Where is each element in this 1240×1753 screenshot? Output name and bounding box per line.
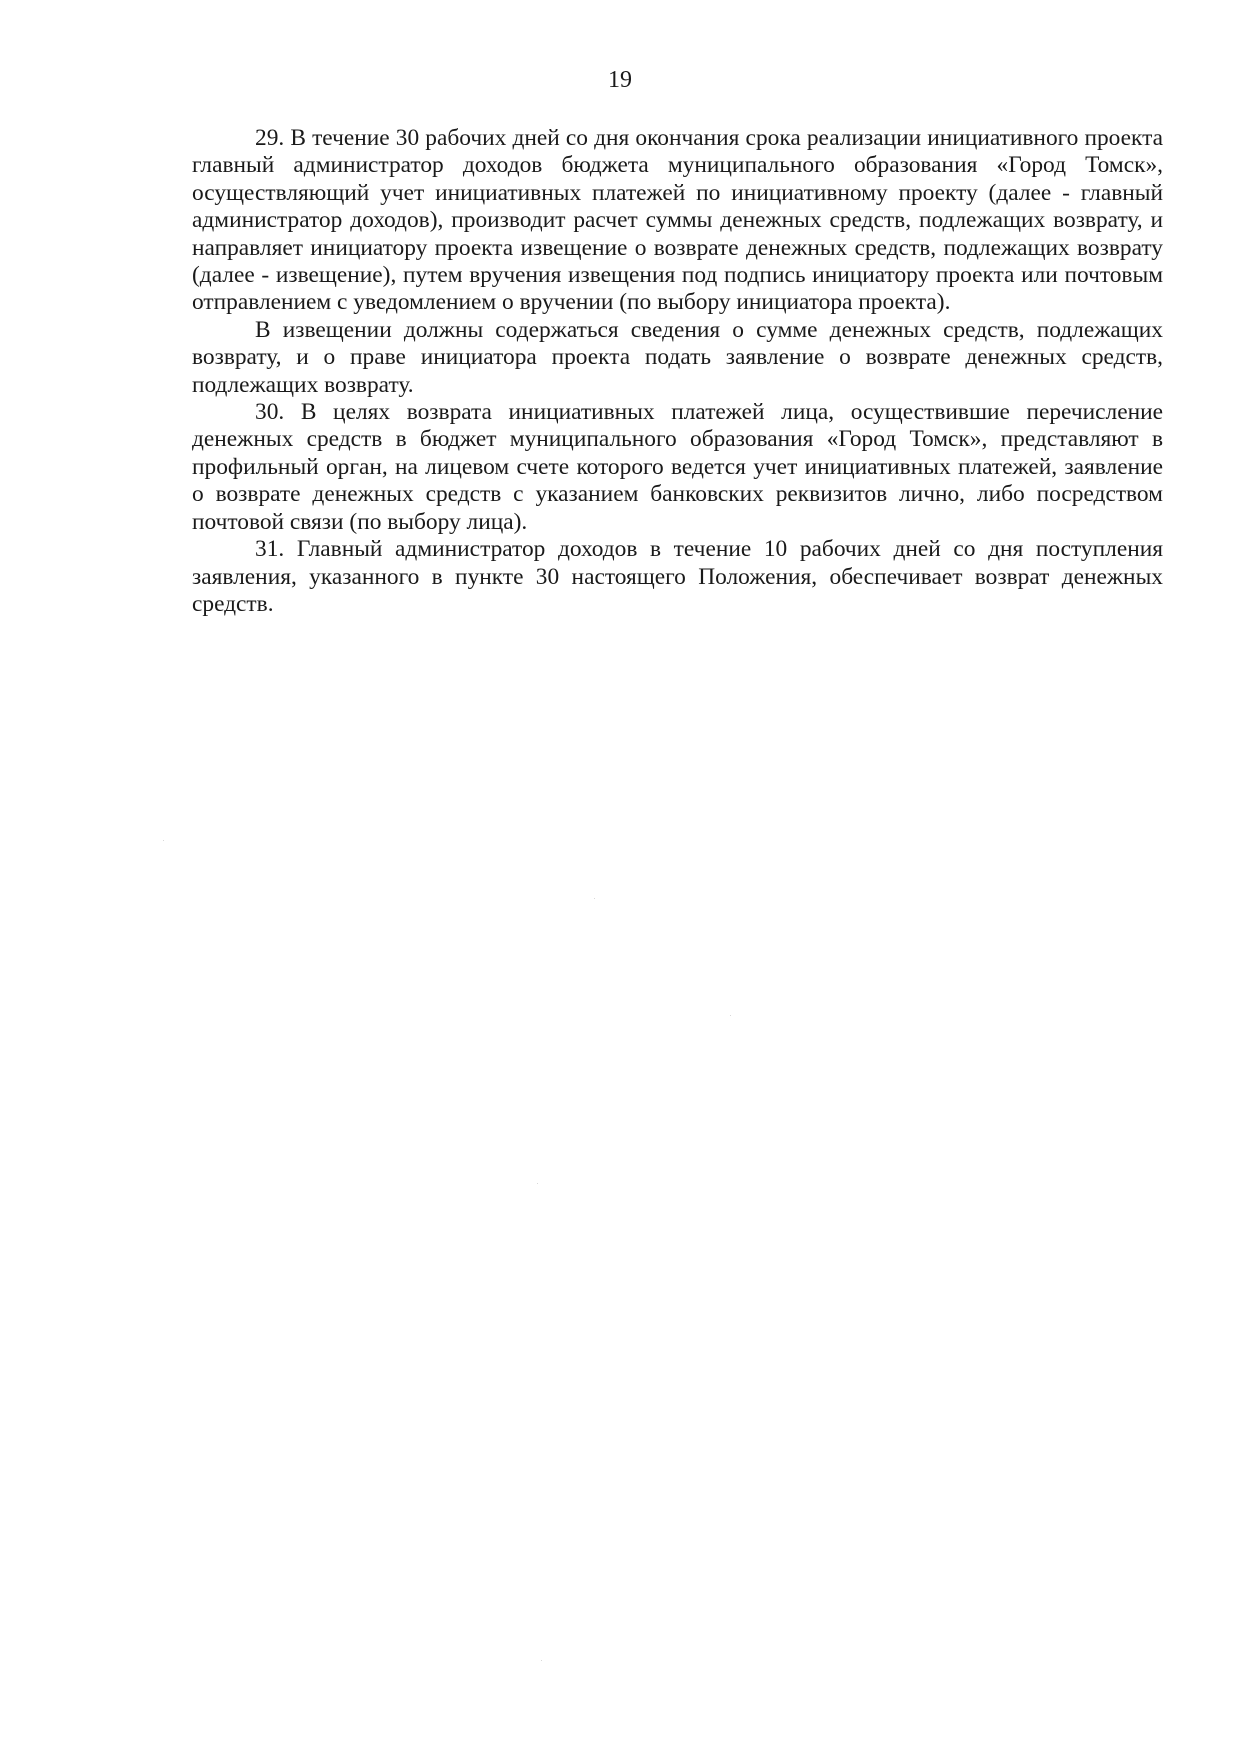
scan-speck — [541, 1660, 542, 1661]
paragraph-29: 29. В течение 30 рабочих дней со дня окончания срока реализации инициативного проекта главный администратор доходов бюджета муниципального образования «Город Томск», осуществляющий учет инициативных платежей по инициативному проекту (далее - главный администратор доходов), производит расчет суммы денежных средств, подлежащих возврату, и направляет инициатору проекта извещение о возврате денежных средств, подлежащих возврату (далее - извещение), путем вручения извещения под подпись инициатору проекта или почтовым отправлением с уведомлением о вручении (по выбору инициатора проекта). — [192, 125, 1163, 316]
scan-speck — [537, 1183, 538, 1184]
scan-speck — [594, 898, 595, 899]
document-body — [192, 125, 1163, 618]
paragraph-notice-content: В извещении должны содержаться сведения о сумме денежных средств, подлежащих возврату, и о праве инициатора проекта подать заявление о возврате денежных средств, подлежащих возврату. — [192, 316, 1163, 398]
scan-speck — [730, 1015, 731, 1016]
page-number: 19 — [608, 67, 632, 93]
paragraph-31: 31. Главный администратор доходов в течение 10 рабочих дней со дня поступления заявления, указанного в пункте 30 настоящего Положения, обеспечивает возврат денежных средств. — [192, 536, 1163, 617]
paragraph-30: 30. В целях возврата инициативных платежей лица, осуществившие перечисление денежных средств в бюджет муниципального образования «Город Томск», представляют в профильный орган, на лицевом счете которого ведется учет инициативных платежей, заявление о возврате денежных средств с указанием банковских реквизитов лично, либо посредством почтовой связи (по выбору лица). — [192, 399, 1163, 535]
scan-speck — [163, 840, 164, 841]
